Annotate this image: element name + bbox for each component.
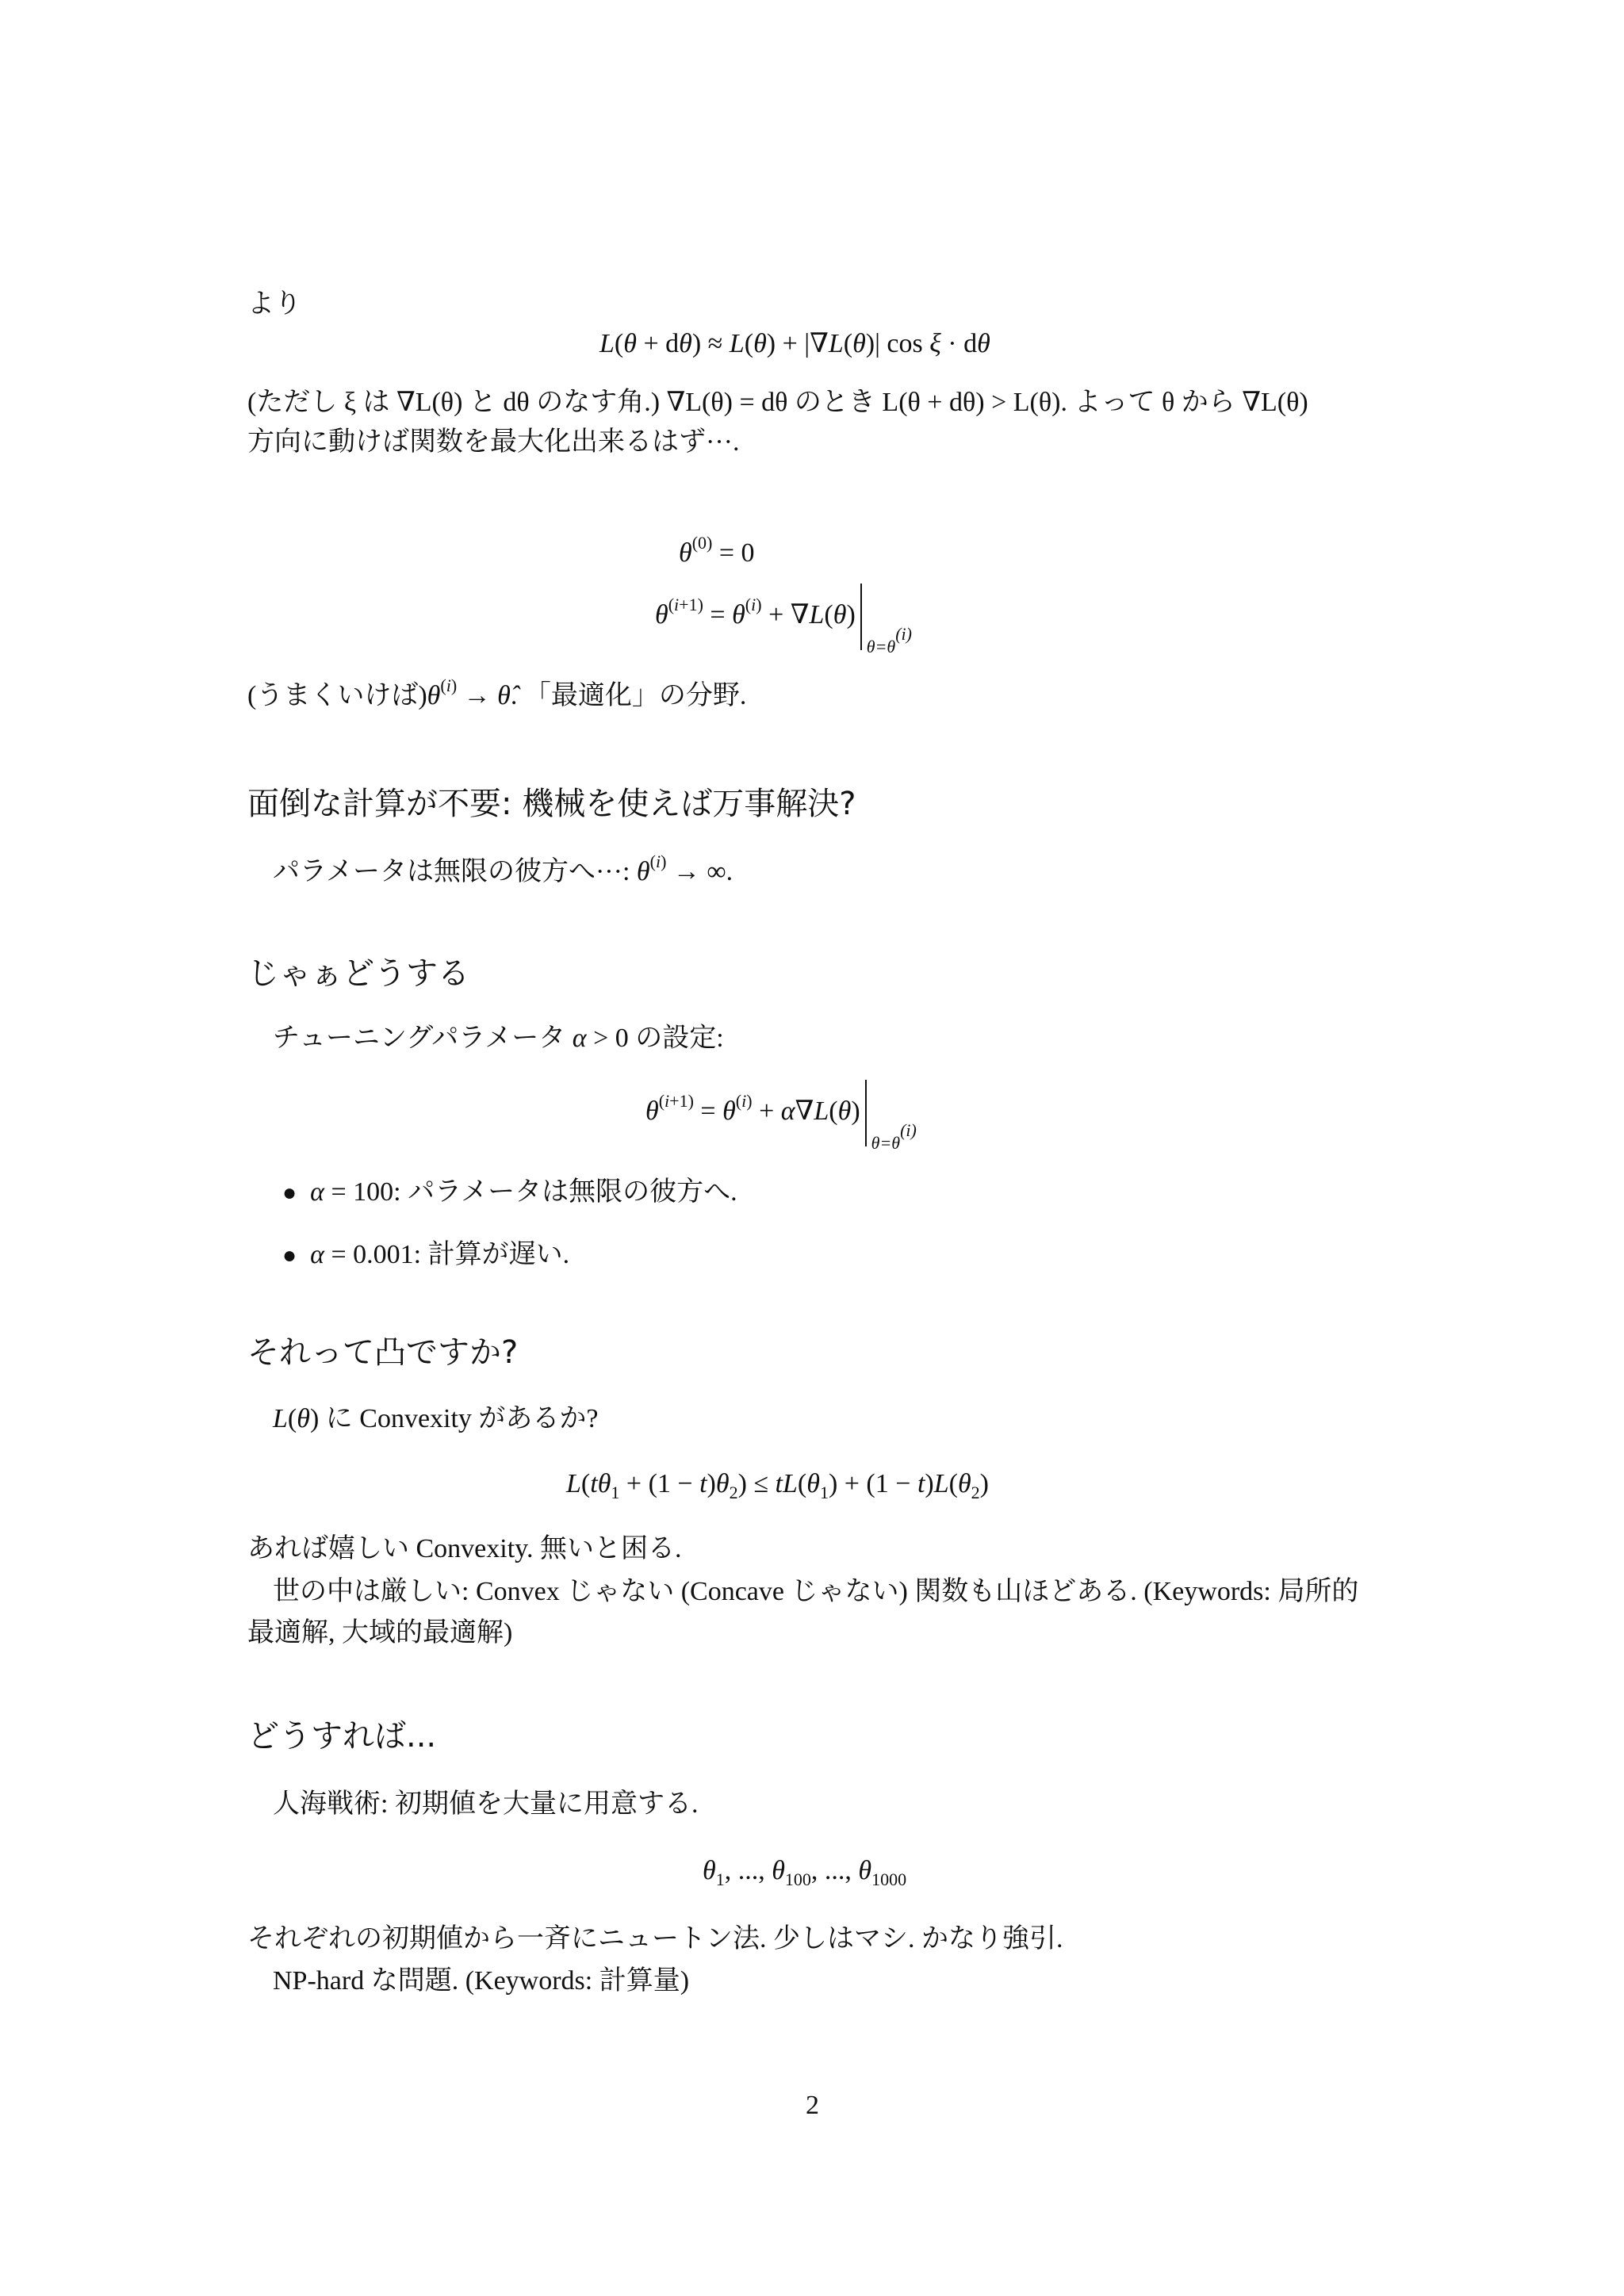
intro-line-1: (ただし ξ は ∇L(θ) と dθ のなす角.) ∇L(θ) = dθ のとき L(θ + dθ) > L(θ). よって θ から ∇L(θ) (247, 388, 1308, 417)
section-title-convex: それって凸ですか? (247, 1334, 519, 1371)
equation-update: $\theta^{(i+1)} = \theta^{(i)} + \nabla L(\theta)$ $\theta=\theta^{(i)}$ (655, 584, 862, 663)
iteration-result: (うまくいけば)$\theta^{(i)}$ → θ̂. 「最適化」の分野. (247, 675, 747, 710)
section4-line-2: NP-hard な問題. (Keywords: 計算量) (273, 1965, 690, 1996)
page-number: 2 (806, 2091, 819, 2120)
section-title-automation: 面倒な計算が不要: 機械を使えば万事解決? (247, 786, 856, 822)
section3-line-1: あれば嬉しい Convexity. 無いと困る. (247, 1534, 682, 1563)
section4-line-1: それぞれの初期値から一斉にニュートン法. 少しはマシ. かなり強引. (247, 1924, 1063, 1954)
bullet-item: ● α = 0.001: 計算が遅い. (282, 1238, 570, 1270)
section-title-what-to-do: じゃぁどうする (247, 955, 469, 992)
bullet-icon: ● (282, 1242, 297, 1269)
section2-body: チューニングパラメータ α > 0 の設定: (273, 1024, 724, 1053)
evaluation-subscript: $\theta=\theta^{(i)}$ (866, 624, 912, 656)
intro-yori: より (247, 289, 301, 319)
bullet-icon: ● (282, 1180, 297, 1206)
evaluation-subscript: $\theta=\theta^{(i)}$ (871, 1120, 917, 1153)
section1-body: パラメータは無限の彼方へ···: $\theta^{(i)}$ → ∞. (273, 851, 733, 886)
equation-convexity: $L(t\theta_1 + (1 - t)\theta_2) \le tL(\theta_1) + (1 - t)L(\theta_2)$ (566, 1469, 989, 1502)
equation-initial-values: $\theta_1$, ..., $\theta_{100}$, ..., $\theta_{1000}$ (703, 1856, 907, 1889)
evaluation-bar (865, 1080, 917, 1153)
section-title-how: どうすれば... (247, 1718, 437, 1755)
equation-init: $\theta^{(0)} = 0$ (679, 533, 755, 568)
equation-taylor: L(θ + dθ) ≈ L(θ) + |∇L(θ)| cos ξ · dθ (599, 329, 990, 358)
section3-line-3: 最適解, 大域的最適解) (247, 1618, 513, 1647)
bullet-item: ● α = 100: パラメータは無限の彼方へ. (282, 1177, 737, 1207)
intro-line-2: 方向に動けば関数を最大化出来るはず···. (247, 427, 740, 457)
equation-update-alpha: $\theta^{(i+1)} = \theta^{(i)} + \alpha\nabla L(\theta)$ $\theta=\theta^{(i)}$ (645, 1080, 867, 1159)
evaluation-bar (860, 584, 912, 656)
section4-body: 人海戦術: 初期値を大量に用意する. (273, 1789, 699, 1819)
section3-question: L(θ) に Convexity があるか? (273, 1404, 599, 1433)
section3-line-2: 世の中は厳しい: Convex じゃない (Concave じゃない) 関数も山ほどある. (Keywords: 局所的 (273, 1577, 1359, 1606)
